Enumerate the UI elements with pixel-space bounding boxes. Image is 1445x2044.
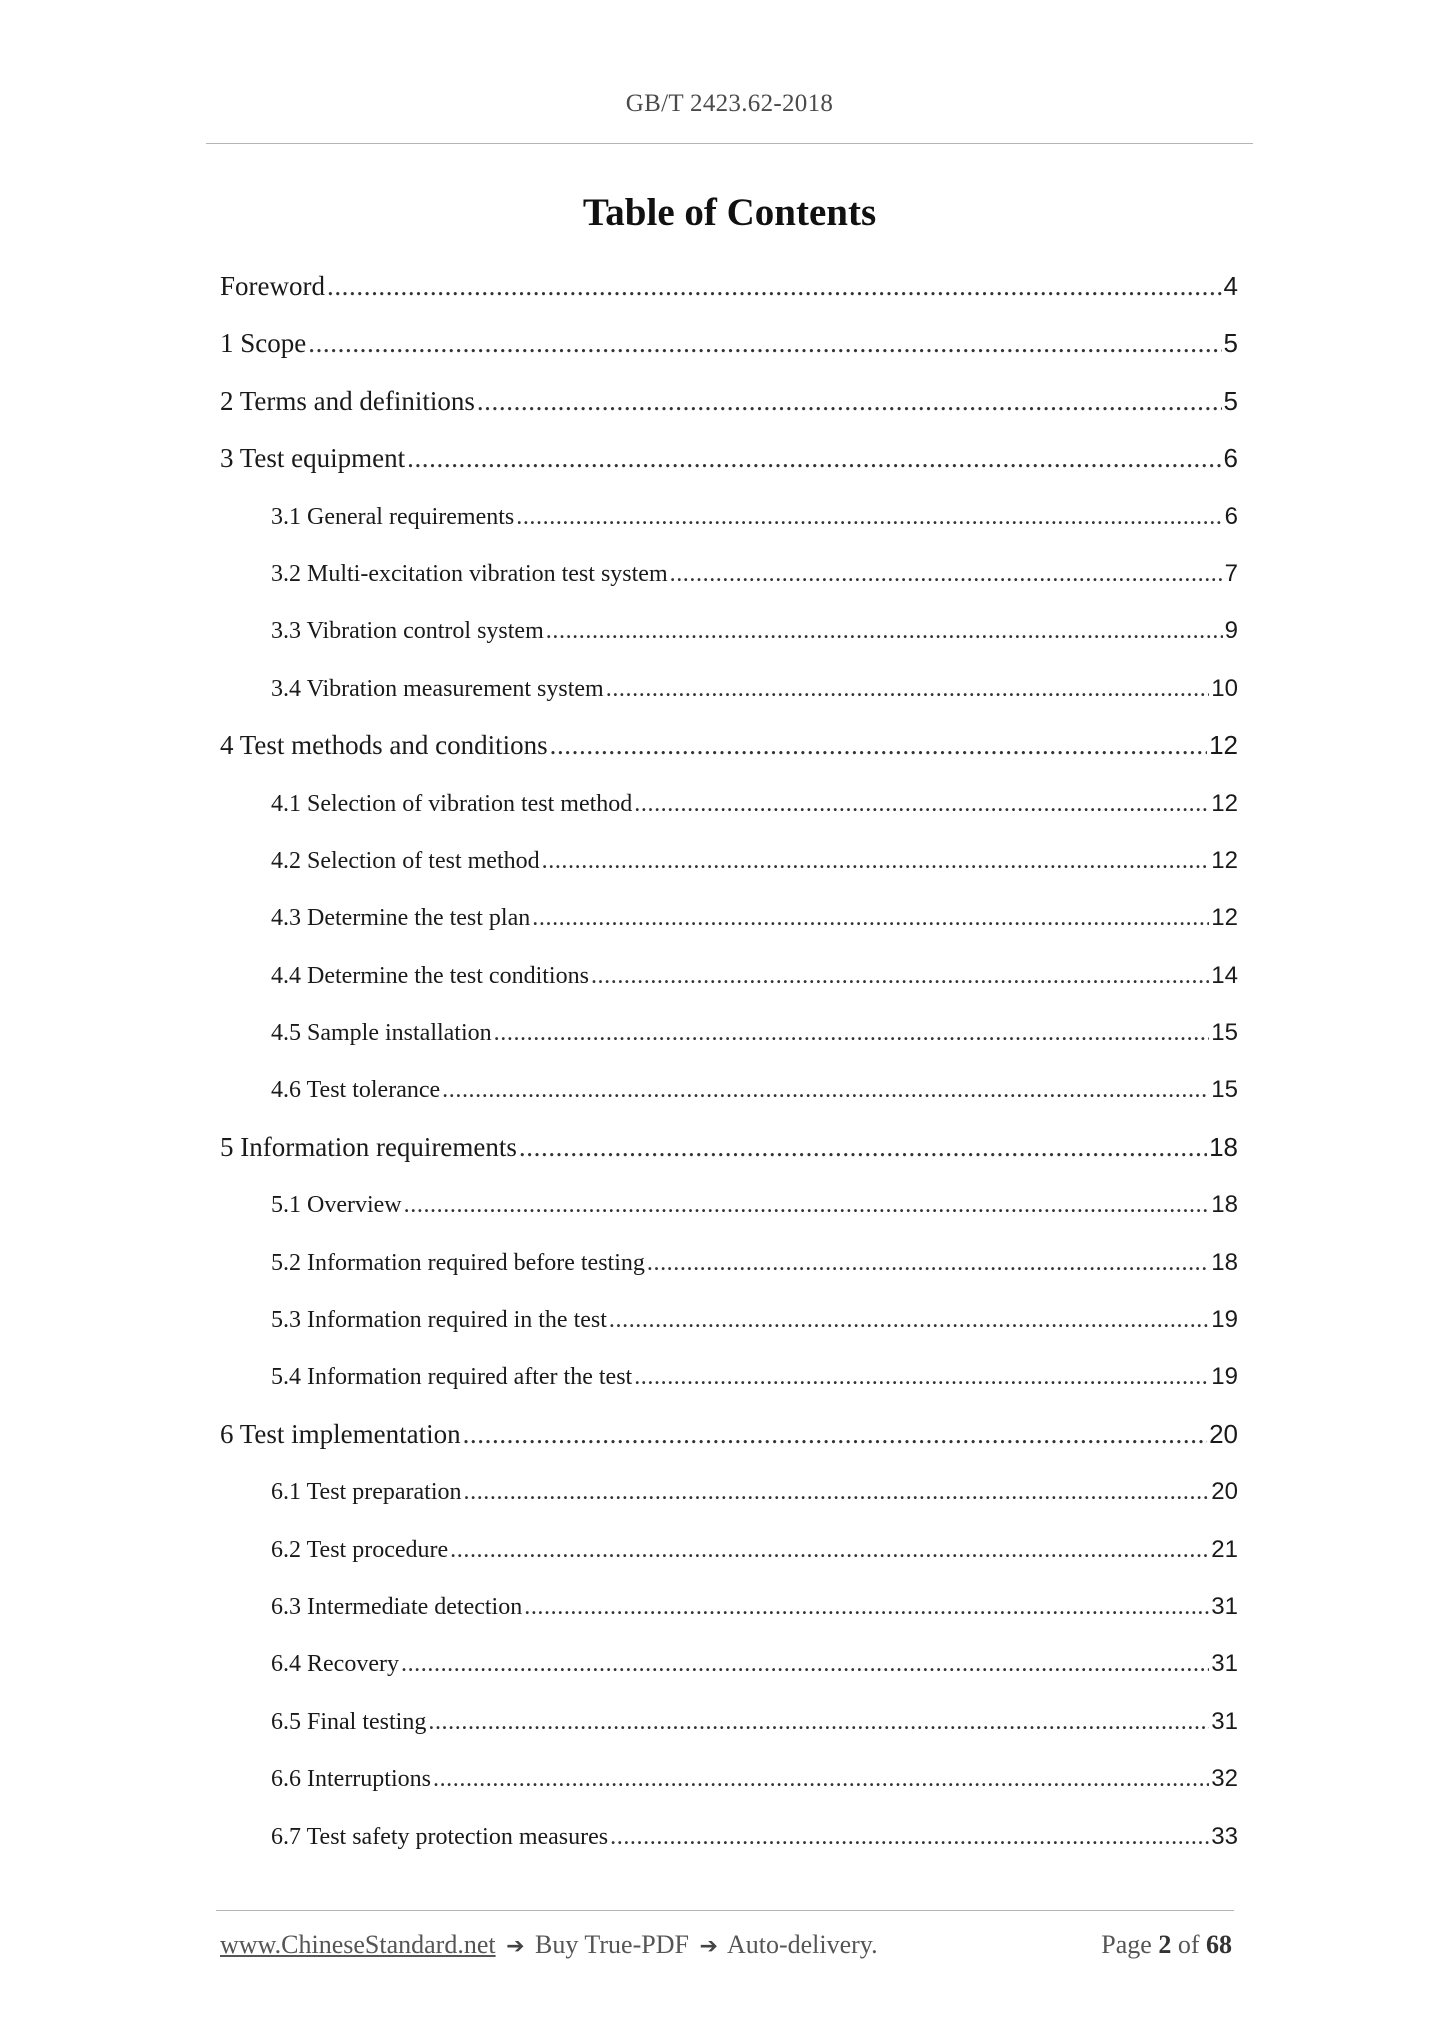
toc-entry[interactable] bbox=[220, 717, 1238, 774]
footer-promo bbox=[220, 1930, 878, 1960]
toc-dot-leader bbox=[463, 1406, 1208, 1463]
toc-entry-label: 6.3 Intermediate detection bbox=[271, 1593, 523, 1620]
toc-entry-label: 6.4 Recovery bbox=[271, 1651, 399, 1678]
toc-entry-page: 7 bbox=[1224, 559, 1238, 587]
toc-entry[interactable] bbox=[220, 430, 1238, 487]
toc-entry[interactable] bbox=[220, 1406, 1238, 1463]
toc-entry[interactable] bbox=[220, 315, 1238, 372]
toc-entry-label: 5.3 Information required in the test bbox=[271, 1307, 607, 1334]
toc-entry-page: 33 bbox=[1211, 1822, 1238, 1850]
toc-entry-label: 4.3 Determine the test plan bbox=[271, 905, 531, 932]
toc-entry-page: 12 bbox=[1211, 904, 1238, 932]
toc-entry[interactable] bbox=[220, 373, 1238, 430]
toc-entry-label: 3.1 General requirements bbox=[271, 503, 515, 530]
running-header: GB/T 2423.62-2018 bbox=[625, 90, 834, 117]
toc-entry-page: 31 bbox=[1211, 1707, 1238, 1735]
page-current: 2 bbox=[1158, 1930, 1172, 1959]
toc-entry[interactable] bbox=[220, 1119, 1238, 1176]
toc-entry-page: 12 bbox=[1211, 846, 1238, 874]
buy-text: Buy True-PDF bbox=[535, 1930, 689, 1959]
toc-entry-page: 15 bbox=[1211, 1076, 1238, 1104]
toc-dot-leader bbox=[433, 1751, 1209, 1807]
toc-entry-label: 4.4 Determine the test conditions bbox=[271, 962, 589, 989]
toc-dot-leader bbox=[524, 1579, 1209, 1635]
toc-entry-label: 3 Test equipment bbox=[220, 443, 406, 474]
toc-entry[interactable] bbox=[220, 1635, 1238, 1692]
toc-entry-page: 12 bbox=[1211, 789, 1238, 817]
toc-entry-page: 5 bbox=[1223, 328, 1238, 359]
toc-entry[interactable] bbox=[220, 1004, 1238, 1061]
toc-dot-leader bbox=[532, 890, 1209, 946]
toc-dot-leader bbox=[546, 603, 1223, 659]
toc-entry[interactable] bbox=[220, 545, 1238, 602]
toc-entry-page: 19 bbox=[1211, 1363, 1238, 1391]
toc-entry-label: 6.5 Final testing bbox=[271, 1708, 427, 1735]
toc-entry[interactable] bbox=[220, 1578, 1238, 1635]
toc-entry-label: 4.5 Sample installation bbox=[271, 1020, 492, 1047]
page-of: of bbox=[1177, 1930, 1200, 1959]
toc-entry[interactable] bbox=[220, 488, 1238, 545]
toc-entry-label: 4.2 Selection of test method bbox=[271, 847, 540, 874]
toc-entry-label: 4.1 Selection of vibration test method bbox=[271, 790, 633, 817]
toc-entry-label: 5.4 Information required after the test bbox=[271, 1364, 633, 1391]
toc-dot-leader bbox=[519, 1119, 1207, 1176]
toc-dot-leader bbox=[670, 546, 1223, 602]
toc-dot-leader bbox=[401, 1636, 1209, 1692]
toc-entry-label: Foreword bbox=[220, 271, 325, 301]
toc-dot-leader bbox=[442, 1062, 1209, 1118]
table-of-contents bbox=[220, 258, 1238, 1865]
toc-dot-leader bbox=[550, 717, 1207, 774]
site-link[interactable]: www.ChineseStandard.net bbox=[220, 1930, 496, 1959]
toc-dot-leader bbox=[428, 1694, 1209, 1750]
toc-entry-page: 10 bbox=[1211, 674, 1238, 702]
toc-dot-leader bbox=[610, 1809, 1209, 1865]
toc-entry-page: 32 bbox=[1211, 1765, 1238, 1793]
page-total: 68 bbox=[1206, 1930, 1232, 1959]
toc-dot-leader bbox=[609, 1292, 1209, 1348]
toc-entry[interactable] bbox=[220, 1808, 1238, 1865]
toc-entry-page: 14 bbox=[1211, 961, 1238, 989]
toc-entry-page: 21 bbox=[1211, 1535, 1238, 1563]
page-word: Page bbox=[1101, 1930, 1152, 1959]
toc-entry-label: 4 Test methods and conditions bbox=[220, 730, 548, 761]
toc-entry-label: 6.7 Test safety protection measures bbox=[271, 1823, 609, 1850]
toc-entry-page: 20 bbox=[1209, 1418, 1238, 1449]
toc-entry[interactable] bbox=[220, 1291, 1238, 1348]
toc-entry-page: 18 bbox=[1209, 1131, 1238, 1162]
toc-entry-label: 5.1 Overview bbox=[271, 1192, 402, 1219]
toc-dot-leader bbox=[404, 1177, 1210, 1233]
toc-dot-leader bbox=[477, 373, 1222, 430]
toc-entry-label: 2 Terms and definitions bbox=[220, 385, 475, 416]
toc-entry[interactable] bbox=[220, 947, 1238, 1004]
toc-entry[interactable] bbox=[220, 1463, 1238, 1520]
toc-entry[interactable] bbox=[220, 660, 1238, 717]
toc-entry-label: 3.3 Vibration control system bbox=[271, 618, 544, 645]
toc-entry[interactable] bbox=[220, 602, 1238, 659]
toc-entry[interactable] bbox=[220, 1521, 1238, 1578]
toc-dot-leader bbox=[606, 661, 1210, 717]
toc-entry-page: 4 bbox=[1223, 271, 1238, 301]
toc-entry[interactable] bbox=[220, 1693, 1238, 1750]
header-divider bbox=[206, 143, 1253, 144]
right-arrow-icon: ➔ bbox=[506, 1934, 525, 1959]
toc-entry-page: 19 bbox=[1211, 1306, 1238, 1334]
toc-entry-page: 15 bbox=[1211, 1019, 1238, 1047]
toc-dot-leader bbox=[634, 776, 1209, 832]
toc-dot-leader bbox=[327, 258, 1222, 315]
toc-entry-label: 6 Test implementation bbox=[220, 1418, 461, 1449]
toc-dot-leader bbox=[308, 315, 1221, 372]
page-footer bbox=[220, 1930, 1232, 1960]
toc-entry-page: 5 bbox=[1223, 385, 1238, 416]
toc-entry-page: 18 bbox=[1211, 1191, 1238, 1219]
toc-entry-label: 6.1 Test preparation bbox=[271, 1479, 462, 1506]
toc-entry-page: 18 bbox=[1211, 1248, 1238, 1276]
footer-divider bbox=[216, 1910, 1234, 1911]
toc-entry-label: 6.6 Interruptions bbox=[271, 1766, 431, 1793]
toc-dot-leader bbox=[634, 1349, 1209, 1405]
toc-dot-leader bbox=[450, 1522, 1209, 1578]
toc-entry[interactable] bbox=[220, 889, 1238, 946]
toc-entry-page: 6 bbox=[1223, 443, 1238, 474]
toc-entry-label: 1 Scope bbox=[220, 328, 307, 359]
toc-entry[interactable] bbox=[220, 775, 1238, 832]
toc-dot-leader bbox=[647, 1235, 1209, 1291]
toc-entry[interactable] bbox=[220, 258, 1238, 315]
toc-entry-page: 9 bbox=[1224, 617, 1238, 645]
delivery-text: Auto-delivery. bbox=[726, 1930, 878, 1959]
toc-entry-label: 5 Information requirements bbox=[220, 1131, 517, 1162]
toc-dot-leader bbox=[494, 1005, 1210, 1061]
toc-entry-label: 4.6 Test tolerance bbox=[271, 1077, 441, 1104]
toc-dot-leader bbox=[407, 430, 1221, 487]
toc-entry-page: 12 bbox=[1209, 730, 1238, 761]
page-title: Table of Contents bbox=[582, 191, 877, 234]
page-number bbox=[1101, 1930, 1232, 1960]
toc-dot-leader bbox=[516, 489, 1222, 545]
toc-entry-page: 31 bbox=[1211, 1592, 1238, 1620]
toc-entry[interactable] bbox=[220, 1176, 1238, 1233]
toc-dot-leader bbox=[542, 833, 1210, 889]
toc-dot-leader bbox=[591, 948, 1209, 1004]
toc-entry-label: 3.4 Vibration measurement system bbox=[271, 675, 604, 702]
right-arrow-icon: ➔ bbox=[699, 1934, 718, 1959]
toc-dot-leader bbox=[464, 1464, 1210, 1520]
toc-entry-label: 6.2 Test procedure bbox=[271, 1536, 449, 1563]
toc-entry-page: 6 bbox=[1224, 502, 1238, 530]
toc-entry-label: 5.2 Information required before testing bbox=[271, 1249, 645, 1276]
toc-entry[interactable] bbox=[220, 1750, 1238, 1807]
toc-entry-label: 3.2 Multi-excitation vibration test system bbox=[271, 560, 668, 587]
toc-entry-page: 20 bbox=[1211, 1478, 1238, 1506]
toc-entry[interactable] bbox=[220, 1348, 1238, 1405]
toc-entry[interactable] bbox=[220, 1234, 1238, 1291]
toc-entry[interactable] bbox=[220, 832, 1238, 889]
toc-entry-page: 31 bbox=[1211, 1650, 1238, 1678]
toc-entry[interactable] bbox=[220, 1061, 1238, 1118]
